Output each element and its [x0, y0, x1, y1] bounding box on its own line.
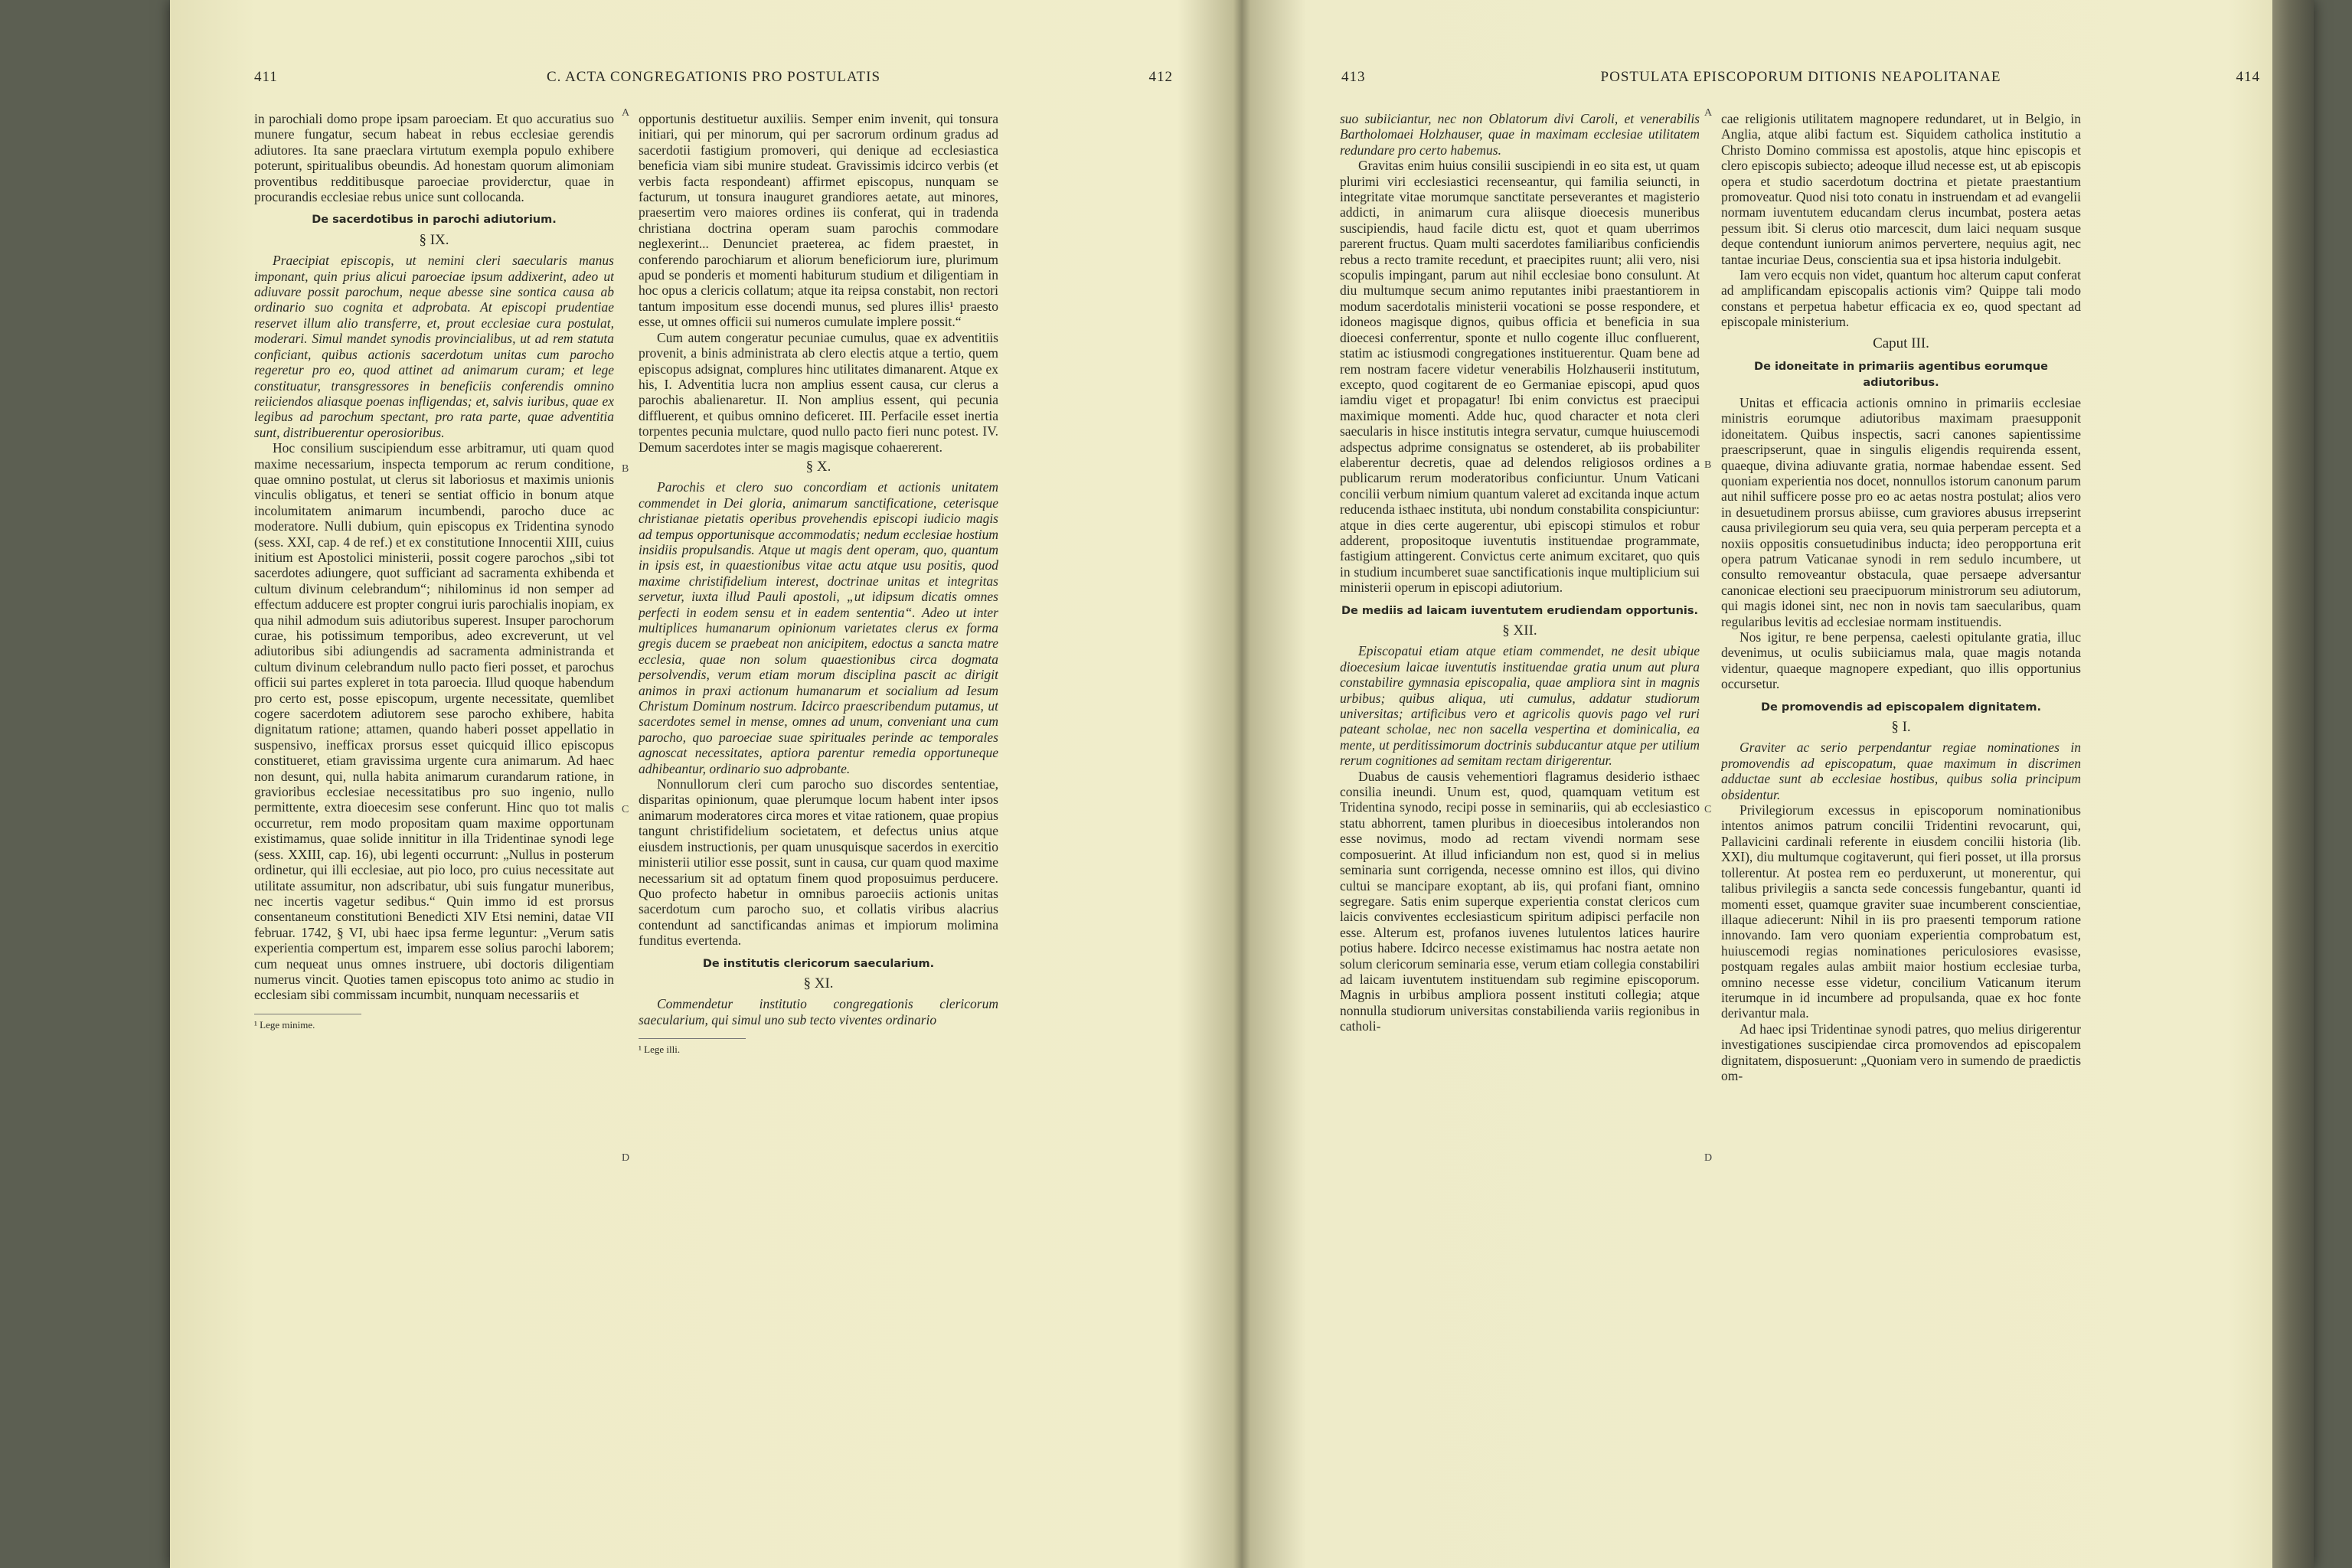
section-heading: De sacerdotibus in parochi adiutorium. [312, 214, 557, 227]
footnote: ¹ Lege minime. [254, 1014, 361, 1033]
page-number: 411 [254, 69, 278, 85]
paragraph: in parochiali domo prope ipsam paroeciam. Et quo accuratius suo munere fungatur, secum habeat in rebus ecclesiae gerendis adiutores. Ita sane praeclara virtutum exempla populo exhibere poterunt, spiritualibus obeundis. Ad honestam quorum alimoniam proventibus redditibusque paroeciae providerctur, quae in procurandis ecclesiae rebus unice sunt collocanda. [254, 111, 614, 205]
section-number: § IX. [419, 231, 449, 248]
right-page [1242, 0, 2329, 1568]
margin-marker: D [622, 1152, 630, 1164]
running-title: POSTULATA EPISCOPORUM DITIONIS NEAPOLITANAE [1600, 69, 2001, 85]
section-heading: De idoneitate in primariis agentibus eorumque adiutoribus. [1754, 361, 2048, 389]
paragraph: cae religionis utilitatem magnopere redundaret, ut in Belgio, in Anglia, atque alibi factum est. Siquidem catholica institutio a Christo Domino commissa est apostolis, atque hinc episcopis et clero episcopis subiecto; adeoque illud necesse est, ut ab episcopis opera et studio sacerdotum doctrina et pietate praestantium promoveatur. Quod nisi toto conatu in instruendam et ad evangelii normam iuventutem educandam clerus incumbat, posterа aetas pessum ibit. Si clerus otio marcescit, dum laici nequam susque deque contendunt iuniorum animos pervertere, nequius agit, nec tantae incuriae Deus, conscientia sua et ipsa historia indulgebit. [1721, 111, 2081, 267]
paragraph-italic: Praecipiat episcopis, ut nemini cleri saecularis manus imponant, quin prius alicui paroeciae ipsum addixerint, adeo ut adiuvare possit parochum, neque abesse sine sontica causa ab ordinario suo cognita et adprobata. At episcopi prudentiae reservet illum alio transferre, et, prout ecclesiae cura postulat, moderari. Simul mandet synodis provincialibus, ut ad rem statuta conficiant, quibus actionis sacerdotum unitas cum parocho regeretur pro eo, quod attinet ad animarum curam; et lege constituatur, transgressores in beneficiis conferendis omnino reiiciendos aliasque poenas infligendas; et, salvis iuribus, quae ex legibus ad parochum spectant, pro rata parte, quae adventitia sunt, distribuerentur operosioribus. [254, 253, 614, 440]
book-page-edge [2272, 0, 2314, 1568]
running-head-left [254, 69, 1173, 100]
text-column-1 [254, 111, 614, 1535]
margin-marker: B [1704, 459, 1712, 471]
paragraph: Privilegiorum excessus in episcoporum nominationibus intentos animos patrum concilii Tridentini revocarunt, qui, Pallavicini cardinali referente in eiusdem concilii historia (lib. XXI), diu multumque cogitaverunt, qui fieri posset, ut illa prorsus tollerentur. At postea rem eo perduxerunt, ut monerentur, qui talibus privilegiis a sancta sede concessis fungebantur, quanti id momenti esset, quamque graviter suae incumberent conscientiae, illaque adiecerunt: Nihil in iis pro praesenti temporum ratione innovando. Iam vero quoniam experientia comprobatum est, huiuscemodi regias nominationes periculosiores evasisse, postquam regales aulas ambiit maior hostium ecclesiae turba, omnino necesse esse videtur, concilium Vaticanum iterum iterumque in id incumbere ad propulsanda, quae ex hoc fonte derivantur mala. [1721, 802, 2081, 1021]
paragraph: Gravitas enim huius consilii suscipiendi in eo sita est, ut quam plurimi viri ecclesiastici recenseantur, qui familia seiuncti, in integritate vitae morumque sanctitate perseverantes et magisterio addicti, in animarum cura aliisque dioecesis muneribus suscipiendis, haud facile dictu est, quot et quam uberrimos parerent fructus. Quam multi sacerdotes familiaribus conficiendis rebus a recto tramite recedunt, et praecipites ruunt; alii vero, nisi scopulis impingant, parum aut nihil ecclesiae bono consulunt. At diu multumque secum animo reputantes inibi praestantiorem in modum sacerdotalis ministerii vocationi se posse respondere, et idoneos magisque dignos, quibus officia et beneficia in sua dioecesi conferrentur, sponte et nullo cogente illuc confluerent, statim ac istiusmodi congregationes instituerentur. Quam bene ad rem nostram facere videtur venerabilis Holzhauserii institutum, excepto, quod cogitarent de eo Germaniae episcopi, apud quos iamdiu viget et propagatur! Ibi enim convictus est praecipui maximique momenti. Adde huc, quod character et nota cleri saecularis in hisce institutis integra servatur, cumque huiuscemodi adspectus adprime consignatus se ostenderet, ab iis probabiliter elaberentur decretis, quae ad delendos religiosos ordines a publicarum rerum moderatoribus conficiuntur. Unum Vaticani concilii verbum nimium quantum valeret ad excitanda inque actum reducenda isthaec instituta, ubi nondum constabilita conspiciuntur: atque in dies certe augerentur, ubi episcopi stimulos et robur adderent, propositoque iuventutis instituendae programmate, fastigium attingerent. Convictus certe animum excitaret, quo quis in studium incumberet suae sanctificationis inque multiplicium sui ministerii operum in episcopi adiutorium. [1340, 158, 1700, 596]
margin-marker: C [622, 804, 629, 815]
paragraph: Unitas et efficacia actionis omnino in primariis ecclesiae ministris eorumque adiutoribus maximam praesupponit idoneitatem. Quibus inspectis, sacri canones sapientissime praescripserunt, quae in singulis eligendis requirenda essent, quaeque, divina adiuvante gratia, normae habendae essent. Sed quoniam experientia nos docet, nonnullos istorum canonum parum aut nihil sufficere posse pro eo ac aetas nostra postulat; alios vero in desuetudinem prorsus abiisse, cum graviores abusus irrepserint causa privilegiorum seu quia vera, seu quia perperam percepta et a noxiis oppositis consuetudinibus inducta; ideo peropportuna erit opera patrum Vaticanae synodi in rem sedulo incumbere, ut consulto removeantur obstacula, quae persaepe adversantur canonicae electioni seu praecipuorum ministrorum seu adiutorum, qui magis idonei sint, nec non in novis tam saecularibus, quam regularibus levitis ad ecclesiae normam instituendis. [1721, 394, 2081, 629]
section-number: § XI. [803, 975, 834, 991]
paragraph: Cum autem congeratur pecuniae cumulus, quae ex adventitiis provenit, a binis administrata ab clero electis atque a tertio, quem episcopus adsignat, complures hinc utilitates dimanarent. Atque ex his, I. Adventitia lucra non amplius essent causa, cur clerus a parochis abalienaretur. II. Non amplius essent, qui pecunia diffluerent, et quibus omnino deficeret. III. Perfacile esset inertia torpentes pecunia mulctare, quod nullo pacto fieri nunc potest. IV. Demum sacerdotes inter se magis magisque cohaererent. [639, 329, 998, 455]
paragraph-italic: Episcopatui etiam atque etiam commendet, ne desit ubique dioecesium laicae iuventutis instituendae gratia unum aut plura constabilire gymnasia episcopalia, quae ampliora sint in magnis urbibus; quibus aliqua, uti cumulus, addatur studiorum universitas; artificibus vero et agricolis quovis pago vel ruri pateant scholae, nec non sacella vespertina et dominicalia, ea mente, ut perditissimorum doctrinis subducantur atque per utilium rerum cognitiones ad semitam rectam dirigerentur. [1340, 643, 1700, 769]
margin-marker: B [622, 463, 629, 475]
chapter-heading: Caput III. [1873, 335, 1929, 351]
paragraph: Iam vero ecquis non videt, quantum hoc alterum caput conferat ad amplificandam episcopalis actionis vim? Quippe tali modo constans et perpetua habetur efficacia ex eo, quod spectant ad episcopale ministerium. [1721, 267, 2081, 330]
paragraph: Duabus de causis vehementiori flagramus desiderio isthaec consilia ineundi. Unum est, quod, quamquam vetitum est Tridentina synodo, recipi posse in seminariis, qui ab ecclesiastico statu abhorrent, tamen pluribus in dioecesibus intolerandos non esse novimus, modo ad rectam vivendi normam sese composuerint. At illud inficiandum non est, quod si in melius seminaria sunt corrigenda, necesse omnino est illos, qui divino cultui se mancipare exoptant, ab iis, qui profani fiant, omnino segregare. Satis enim superque experientia constat clericos cum laicis conviventes ecclesiasticum spiritum adipisci perfacile non esse. Alterum est, profanos iuvenes lutulentos latices haurire potius habere. Idcirco necesse existimamus hac nostra aetate non solum clericorum seminaria esse, verum etiam collegia constabiliri ad laicam iuventutem instituendam sub regimine episcoporum. Magnis in urbibus ampliora possent instituti collegia; atque nonnulla studiorum universitas constabilienda variis regionibus in catholi- [1340, 768, 1700, 1034]
text-column-1 [1340, 111, 1700, 1535]
margin-marker: C [1704, 804, 1712, 815]
running-head-right [1341, 69, 2260, 100]
paragraph-italic: Commendetur institutio congregationis clericorum saecularium, qui simul uno sub tecto viventes ordinario [639, 996, 998, 1027]
section-number: § X. [805, 458, 831, 475]
margin-marker: A [1704, 107, 1713, 119]
margin-marker: D [1704, 1152, 1713, 1164]
margin-marker: A [622, 107, 630, 119]
paragraph-italic: suo subiiciantur, nec non Oblatorum divi Caroli, et venerabilis Bartholomaei Holzhauser, quae in maximam ecclesiae utilitatem redundare pro certo habemus. [1340, 111, 1700, 158]
paragraph: Ad haec ipsi Tridentinae synodi patres, quo melius dirigerentur investigationes suscipiendae circa promovendos ad episcopalem dignitatem, disposuerunt: „Quoniam vero in sumendo de praedictis om- [1721, 1021, 2081, 1083]
paragraph-italic: Parochis et clero suo concordiam et actionis unitatem commendet in Dei gloria, animarum sanctificatione, ceterisque christianae pietatis operibus provehendis episcopi iudicio magis ad tempus opportunisque accommodatis; nedum ecclesiae hostium insidiis propulsandis. Atque ut magis dent operam, quo, quantum in ipsis est, in quaestionibus vitae actu atque usu positis, quod maxime christifidelium interest, doctrinae unitas et integritas servetur, iuxta illud Pauli apostoli, „ut idipsum dicatis omnes perfecti in eodem sensu et in eadem sententia“. Adeo ut inter multiplices humanarum opinionum varietates clerus ex forma gregis ducem se praebeat non anicipitem, edoctus a sancta matre ecclesia, quae non solum quaestionibus circa dogmata persolvendis, verum etiam morum disciplina pascit ac dirigit animos in praxi actionum humanarum et socialium ad Iesum Christum Dominum nostrum. Idcirco praescribendum putamus, ut sacerdotes semel in mense, omnes ad unum, conveniant una cum parocho, quo paroeciae suae spirituales perinde ac temporales agnoscat necessitates, aptiora parentur remedia opportuneque adhibeantur, ordinario suo adprobante. [639, 479, 998, 776]
paragraph: Nos igitur, re bene perpensa, caelesti opitulante gratia, illuc devenimus, ut oculis subiiciamus mala, quae magis notanda videntur, quaeque magnopere expediant, quo illis opportunius occursetur. [1721, 629, 2081, 692]
section-heading: De promovendis ad episcopalem dignitatem. [1761, 701, 2041, 714]
section-number: § XII. [1502, 622, 1537, 639]
text-column-2 [1721, 111, 2081, 1535]
section-number: § I. [1891, 719, 1911, 736]
page-number: 414 [2236, 69, 2260, 85]
page-number: 412 [1148, 69, 1173, 85]
left-page [170, 0, 1257, 1568]
page-number: 413 [1341, 69, 1366, 85]
book-spread [170, 0, 2314, 1568]
paragraph: Nonnullorum cleri cum parocho suo discordes sententiae, disparitas opinionum, quae plerumque locum habent inter ipsos animarum moderatores circa mores et vitae rationem, quae propius tangunt christifidelium societatem, et defectus unius atque eiusdem instructionis, per quam unusquisque sacerdos in exercitio ministerii utilior esse possit, sunt in causa, cur quam quod maxime necessarium sit ad optatum finem quod proposuimus perducere. Quo profecto habetur in omnibus paroeciis actionis unitas sacerdotum cum parocho suo, et collatis viribus alacrius contendunt ad sanctificandas animas et impiorum molimina funditus evertenda. [639, 776, 998, 949]
paragraph-italic: Graviter ac serio perpendantur regiae nominationes in promovendis ad episcopatum, quae maximum in discrimen adductae sunt ab ecclesiae hostibus, quibus solia principum obsidentur. [1721, 740, 2081, 802]
paragraph: opportunis destituetur auxiliis. Semper enim invenit, qui tonsura initiari, qui per minorum, qui per sacrorum ordinum gradus ad sacerdotii fastigium promoveri, qui denique ad ecclesiastica beneficia viam sibi munire studeat. Gravissimis idcirco verbis (et verbis facta respondeant) affirmet episcopus, nunquam se facturum, ut tonsura inauguret grandiores aetate, aut minores, praesertim vero maiores ordines iis conferat, qui in tradenda christiana doctrina operam suam parochis commodare neglexerint... Denunciet praeterea, ac fidem praestet, in conferendo parochiarum et aliorum beneficiorum iure, plurimum apud se ponderis et momenti habiturum studium et diligentiam in hoc opus a clericis collatum; atque ita reipsa constabit, non rectori tantum impositum esse docendi munus, sed plures illis¹ praesto esse, ut omnes officii sui numeros cumulate implere possit.“ [639, 111, 998, 330]
footnote: ¹ Lege illi. [639, 1038, 746, 1057]
paragraph: Hoc consilium suscipiendum esse arbitramur, uti quam quod maxime necessarium, inspecta temporum ac rerum conditione, quae omnino postulat, ut clerus sit laboriosus et maximis unionis vinculis obligatus, et teneri se sentiat officio in bonum atque incolumitatem animarum incumbendi, parocho duce ac moderatore. Nulli dubium, quin episcopus ex Tridentina synodo (sess. XXI, cap. 4 de ref.) et ex constitutione Innocentii XIII, cuius initium est Apostolici ministerii, possit cogere parochos „sibi tot sacerdotes adiungere, quot sufficiant ad sacramenta exhibenda et cultum divinum celebrandum“; nihilominus id non semper ad effectum adducere est propter congrui iuris parochialis inopiam, ex qua nihil admodum suis adiutoribus superest. Insuper parochorum curae, his potissimum temporibus, adeo excreverunt, ut vel adiutoribus sibi adiungendis ad sacramenta administranda et cultum divinum celebrandum nullo pacto fieri posset, et parochus officii sui partes expleret in tota paroecia. Illud quoque habendum pro certo est, posse episcopum, urgente necessitate, quemlibet cogere sacerdotem adiutorem sese parocho exhibere, habita dignitatum ratione; attamen, quando haberi posset appellatio in suspensivo, inefficax prorsus esset quicquid illico episcopus constitueret, etiam gravissima urgente cura animarum. Ad haec non desunt, qui, nulla habita animarum curandarum ratione, in gravioribus ecclesiae necessitatibus pro suo ingenio, nullo permittente, extra dioecesim sese conferunt. Hinc quo tot malis occurretur, rem modo propositam quam maxime opportunam existimamus, quae solide innititur in illa Tridentinae synodi lege (sess. XXIII, cap. 16), ubi legenti occurrunt: „Nullus in posterum ordinetur, qui illi ecclesiae, aut pio loco, pro cuius necessitate aut utilitate assumitur, non adscribatur, ubi suis fungatur muneribus, nec incertis vagetur sedibus.“ Quin immo id est prorsus consentaneum constitutioni Benedicti XIV Etsi nemini, datae VII februar. 1742, § VI, ubi haec ipsa ferme leguntur: „Verum satis experientia compertum est, imparem esse solius parochi laborem; cum nequeat unus omnes instruere, ubi doctoris diligentiam numerus vincit. Quoties tamen episcopus toto animo ac studio in ecclesiam sibi commissam incumbit, nunquam necessariis et [254, 440, 614, 1003]
running-title: C. ACTA CONGREGATIONIS PRO POSTULATIS [546, 69, 881, 85]
section-heading: De institutis clericorum saecularium. [702, 957, 935, 970]
section-heading: De mediis ad laicam iuventutem erudiendam opportunis. [1341, 604, 1699, 617]
text-column-2 [639, 111, 998, 1535]
